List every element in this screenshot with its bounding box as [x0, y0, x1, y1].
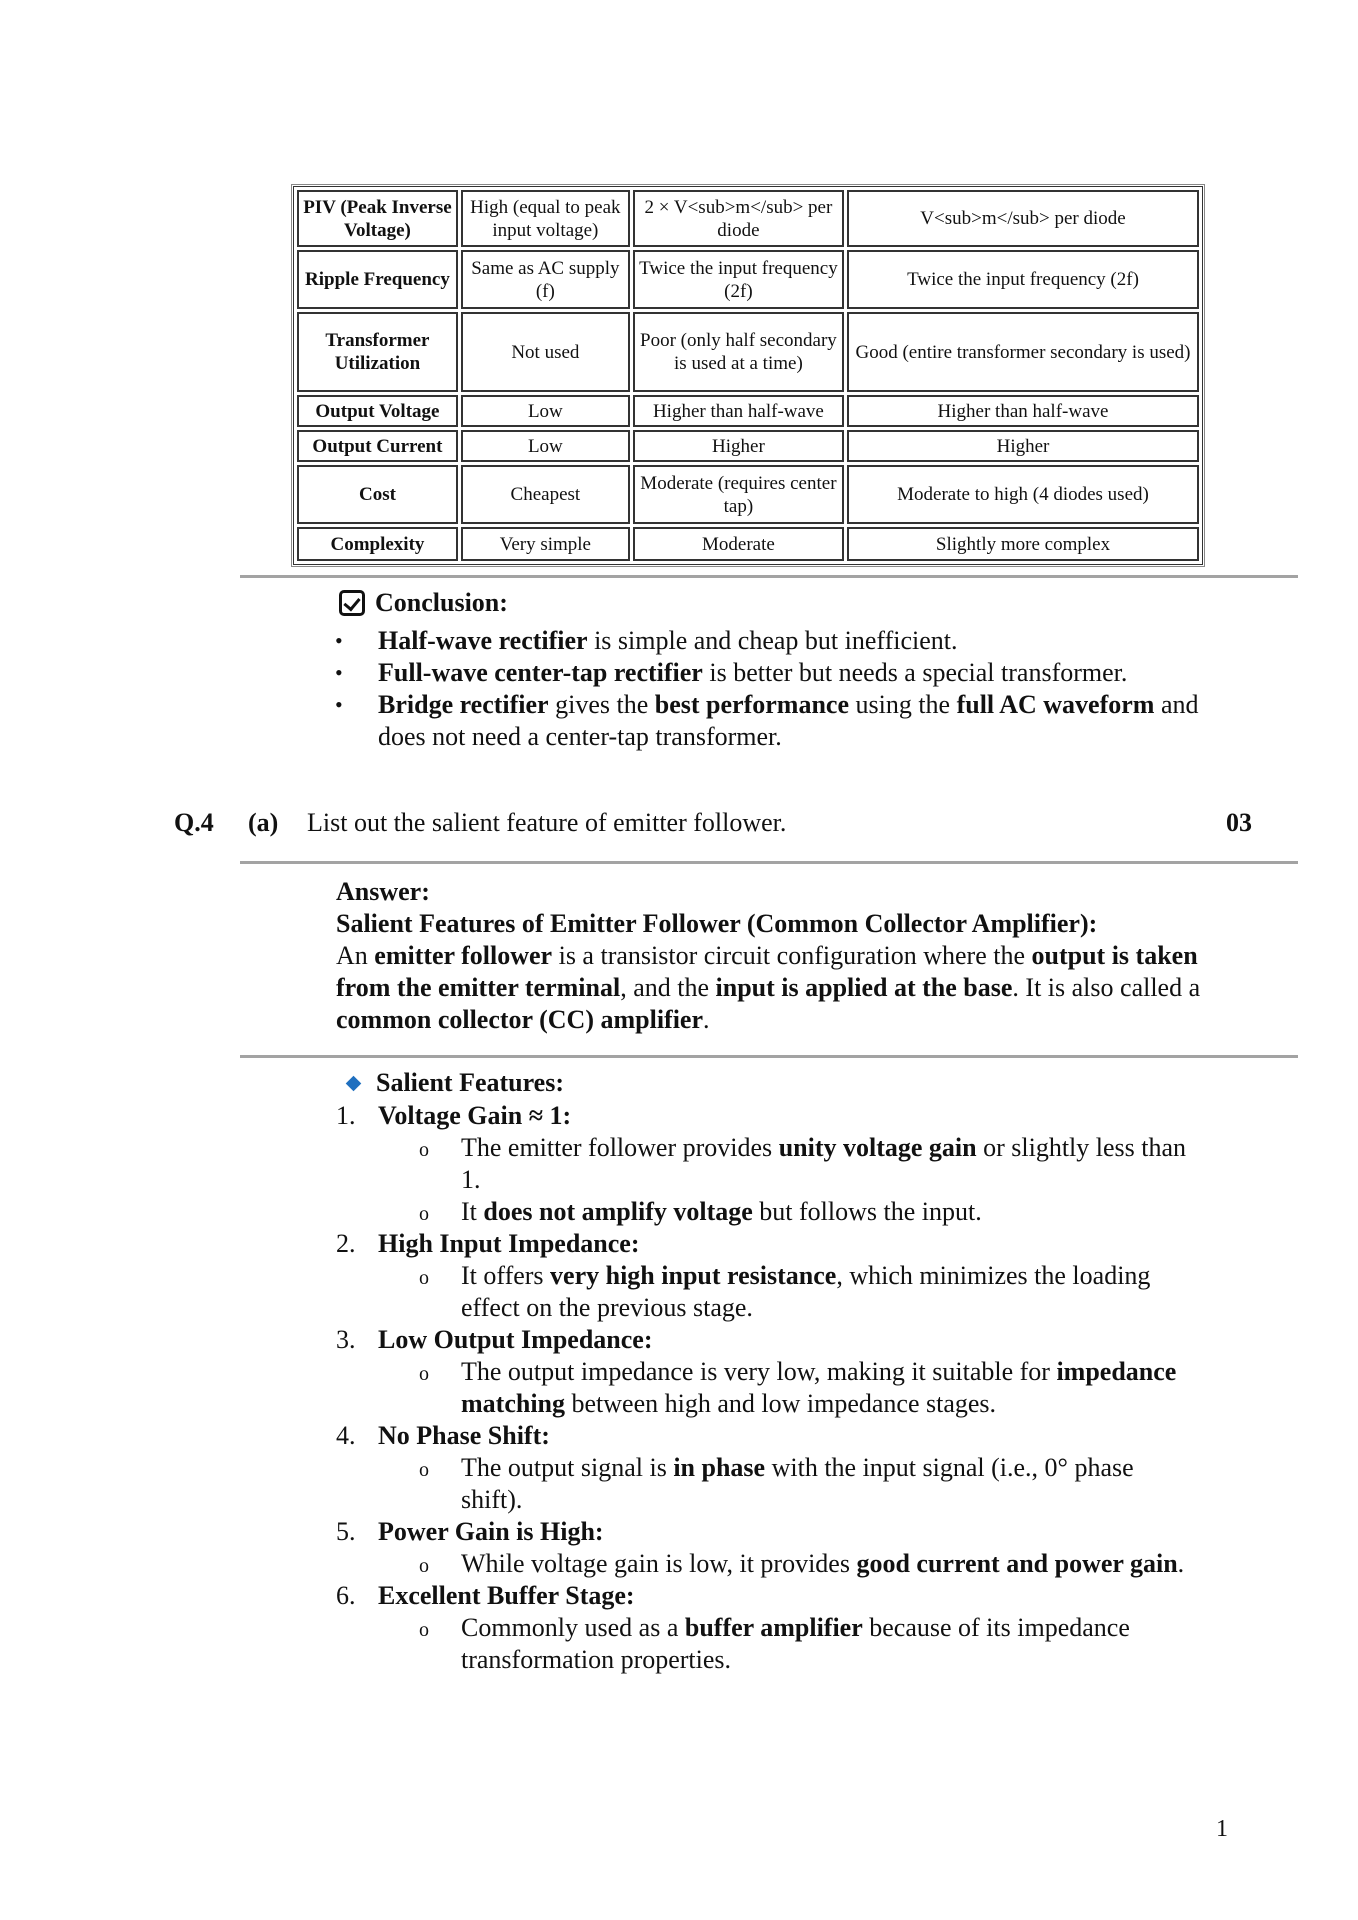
text: is better but needs a special transformer. — [702, 658, 1128, 687]
answer-heading: Salient Features of Emitter Follower (Common Collector Amplifier): — [336, 909, 1098, 938]
bold-text: common collector (CC) amplifier — [336, 1005, 704, 1034]
row-label: Cost — [297, 465, 458, 524]
table-row — [297, 190, 1199, 247]
text: The emitter follower provides — [461, 1133, 779, 1162]
bullet-icon: • — [335, 628, 343, 653]
feature-detail — [378, 1260, 1191, 1324]
table-row — [297, 250, 1199, 309]
text: but follows the input. — [752, 1197, 982, 1226]
circle-bullet-icon: o — [419, 1267, 429, 1289]
half-wave-cell: Same as AC supply (f) — [461, 250, 630, 309]
circle-bullet-icon: o — [419, 1363, 429, 1385]
bridge-cell: Higher than half-wave — [847, 395, 1199, 427]
text: using the — [848, 690, 957, 719]
text: While voltage gain is low, it provides — [461, 1549, 857, 1578]
diamond-bullet-icon — [346, 1075, 362, 1091]
feature-detail — [378, 1612, 1191, 1676]
feature-item — [0, 1324, 1258, 1420]
text: . — [703, 1005, 710, 1034]
bold-text: Half-wave rectifier — [378, 626, 588, 655]
table-row — [297, 465, 1199, 524]
horizontal-rule — [240, 861, 1298, 864]
list-item — [0, 689, 1218, 753]
bullet-icon: • — [335, 660, 343, 685]
features-heading — [348, 1068, 564, 1098]
row-label: PIV (Peak Inverse Voltage) — [297, 190, 458, 247]
feature-item — [0, 1100, 1258, 1228]
text: gives the — [548, 690, 655, 719]
conclusion-heading — [339, 588, 508, 618]
text: . — [1177, 1549, 1185, 1578]
feature-number: 3. — [336, 1325, 356, 1354]
feature-title: No Phase Shift: — [378, 1421, 550, 1450]
text: The output impedance is very low, making it suitable for — [461, 1357, 1057, 1386]
table-row — [297, 527, 1199, 561]
bridge-cell: Good (entire transformer secondary is used) — [847, 312, 1199, 392]
features-list — [0, 1100, 1258, 1676]
row-label: Complexity — [297, 527, 458, 561]
row-label: Output Voltage — [297, 395, 458, 427]
text: with the input signal (i.e., 0° phase shift). — [461, 1453, 1134, 1514]
center-tap-cell: Poor (only half secondary is used at a time) — [633, 312, 844, 392]
question-part: (a) — [248, 808, 279, 837]
bold-text: unity voltage gain — [778, 1133, 977, 1162]
half-wave-cell: Very simple — [461, 527, 630, 561]
feature-detail — [378, 1548, 1191, 1580]
text: is simple and cheap but inefficient. — [587, 626, 958, 655]
circle-bullet-icon: o — [419, 1555, 429, 1577]
center-tap-cell: Higher — [633, 430, 844, 462]
feature-title: High Input Impedance: — [378, 1229, 640, 1258]
table-row — [297, 312, 1199, 392]
list-item — [0, 625, 1218, 657]
answer-label: Answer: — [336, 877, 430, 906]
center-tap-cell: Twice the input frequency (2f) — [633, 250, 844, 309]
feature-detail — [378, 1452, 1191, 1516]
text: because of its impedance transformation properties. — [461, 1613, 1130, 1674]
text: , which minimizes the loading effect on the previous stage. — [461, 1261, 1151, 1322]
feature-number: 6. — [336, 1581, 356, 1610]
bold-text: best performance — [654, 690, 849, 719]
bold-text: in phase — [673, 1453, 766, 1482]
circle-bullet-icon: o — [419, 1619, 429, 1641]
half-wave-cell: Low — [461, 430, 630, 462]
bullet-icon: • — [335, 692, 343, 717]
text: is a transistor circuit configuration where the — [552, 941, 1032, 970]
feature-title: Excellent Buffer Stage: — [378, 1581, 635, 1610]
bold-text: impedance matching — [461, 1357, 1177, 1418]
bold-text: very high input resistance — [550, 1261, 837, 1290]
list-item — [0, 657, 1218, 689]
feature-item — [0, 1580, 1258, 1676]
center-tap-cell: Moderate — [633, 527, 844, 561]
center-tap-cell: 2 × V<sub>m</sub> per diode — [633, 190, 844, 247]
bold-text: output is taken from the emitter terminal — [336, 941, 1198, 1002]
half-wave-cell: High (equal to peak input voltage) — [461, 190, 630, 247]
answer-paragraph — [336, 940, 1216, 1036]
features-title: Salient Features: — [376, 1068, 564, 1097]
page-number: 1 — [1216, 1816, 1228, 1842]
row-label: Ripple Frequency — [297, 250, 458, 309]
feature-item — [0, 1516, 1258, 1580]
question-number: Q.4 — [174, 808, 214, 837]
row-label: Transformer Utilization — [297, 312, 458, 392]
feature-item — [0, 1228, 1258, 1324]
bold-text: good current and power gain — [856, 1549, 1178, 1578]
horizontal-rule — [240, 575, 1298, 578]
feature-item — [0, 1420, 1258, 1516]
bridge-cell: Higher — [847, 430, 1199, 462]
text: . It is also called a — [1012, 973, 1201, 1002]
center-tap-cell: Higher than half-wave — [633, 395, 844, 427]
table-row — [297, 430, 1199, 462]
circle-bullet-icon: o — [419, 1459, 429, 1481]
text: It offers — [461, 1261, 551, 1290]
feature-number: 2. — [336, 1229, 356, 1258]
horizontal-rule — [240, 1055, 1298, 1058]
bold-text: emitter follower — [374, 941, 553, 970]
text: between high and low impedance stages. — [565, 1389, 997, 1418]
half-wave-cell: Not used — [461, 312, 630, 392]
bold-text: does not amplify voltage — [483, 1197, 753, 1226]
checkbox-icon — [339, 590, 365, 616]
circle-bullet-icon: o — [419, 1139, 429, 1161]
table-row — [297, 395, 1199, 427]
feature-number: 1. — [336, 1101, 356, 1130]
row-label: Output Current — [297, 430, 458, 462]
question-marks: 03 — [1226, 808, 1252, 837]
text: and does not need a center-tap transformer. — [378, 690, 1199, 751]
feature-detail — [378, 1356, 1191, 1420]
circle-bullet-icon: o — [419, 1203, 429, 1225]
text: or slightly less than 1. — [461, 1133, 1187, 1194]
feature-number: 4. — [336, 1421, 356, 1450]
feature-title: Power Gain is High: — [378, 1517, 604, 1546]
conclusion-title: Conclusion: — [375, 588, 508, 617]
text: Commonly used as a — [461, 1613, 685, 1642]
text: An — [336, 941, 375, 970]
bridge-cell: Moderate to high (4 diodes used) — [847, 465, 1199, 524]
bold-text: Full-wave center-tap rectifier — [378, 658, 703, 687]
answer-block — [336, 876, 1216, 1036]
text: The output signal is — [461, 1453, 674, 1482]
question-text: List out the salient feature of emitter follower. — [307, 808, 787, 837]
half-wave-cell: Cheapest — [461, 465, 630, 524]
feature-number: 5. — [336, 1517, 356, 1546]
conclusion-list — [0, 625, 1218, 753]
text: It — [461, 1197, 484, 1226]
bridge-cell: Slightly more complex — [847, 527, 1199, 561]
feature-title: Voltage Gain ≈ 1: — [378, 1101, 572, 1130]
rectifier-comparison-table — [293, 186, 1203, 565]
feature-detail — [378, 1132, 1191, 1196]
bold-text: full AC waveform — [956, 690, 1155, 719]
bold-text: input is applied at the base — [715, 973, 1013, 1002]
bridge-cell: Twice the input frequency (2f) — [847, 250, 1199, 309]
feature-title: Low Output Impedance: — [378, 1325, 653, 1354]
bold-text: buffer amplifier — [684, 1613, 863, 1642]
center-tap-cell: Moderate (requires center tap) — [633, 465, 844, 524]
feature-detail — [378, 1196, 1191, 1228]
bold-text: Bridge rectifier — [378, 690, 549, 719]
text: , and the — [620, 973, 716, 1002]
bridge-cell: V<sub>m</sub> per diode — [847, 190, 1199, 247]
half-wave-cell: Low — [461, 395, 630, 427]
